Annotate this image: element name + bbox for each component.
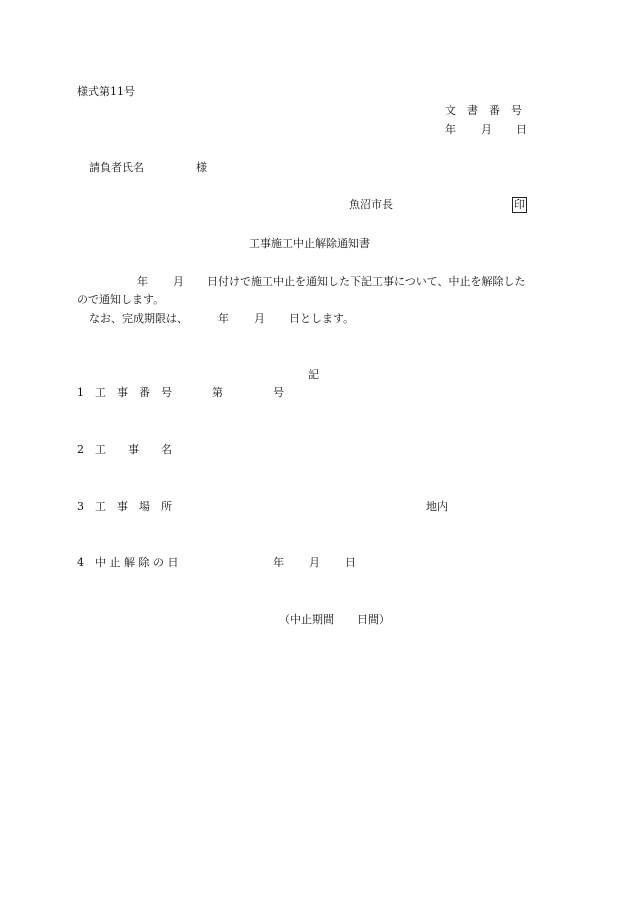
item2-label: 工 事 名 — [95, 443, 172, 456]
issuer-title: 魚沼市長 — [349, 198, 393, 211]
recipient-honorific: 様 — [196, 161, 207, 174]
body-line1-text: 日付けで施工中止を通知した下記工事について、中止を解除した — [207, 275, 526, 288]
item1-label: 工 事 番 号 — [95, 386, 172, 399]
item4-label: 中 止 解 除 の 日 — [95, 556, 179, 569]
body-year: 年 — [137, 275, 148, 288]
period-close: 日間） — [357, 613, 390, 626]
doc-date-year: 年 — [445, 123, 456, 136]
period-open: （中止期間 — [279, 613, 334, 626]
deadline-year: 年 — [218, 312, 229, 325]
item1-number: 1 — [77, 386, 84, 399]
recipient-label: 請負者氏名 — [89, 161, 144, 174]
doc-date-month: 月 — [481, 123, 492, 136]
doc-date-day: 日 — [516, 123, 527, 136]
item4-day: 日 — [345, 556, 356, 569]
form-number: 様式第11号 — [77, 85, 135, 98]
item4-number: 4 — [77, 556, 84, 569]
body-month: 月 — [173, 275, 184, 288]
item4-year: 年 — [273, 556, 284, 569]
item3-number: 3 — [77, 500, 84, 513]
item4-month: 月 — [309, 556, 320, 569]
body-line2-text: ので通知します。 — [77, 293, 165, 306]
document-title: 工事施工中止解除通知書 — [249, 237, 370, 250]
doc-number-label: 文 書 番 号 — [445, 104, 522, 117]
item3-label: 工 事 場 所 — [95, 500, 172, 513]
deadline-prefix: なお、完成期限は、 — [89, 312, 188, 325]
ki-mark: 記 — [308, 368, 319, 381]
item2-number: 2 — [77, 443, 84, 456]
item1-go: 号 — [273, 386, 284, 399]
item3-suffix: 地内 — [426, 500, 448, 513]
item1-dai: 第 — [212, 386, 223, 399]
seal-mark: 印 — [514, 198, 525, 211]
deadline-month: 月 — [254, 312, 265, 325]
deadline-suffix: 日とします。 — [289, 312, 355, 325]
